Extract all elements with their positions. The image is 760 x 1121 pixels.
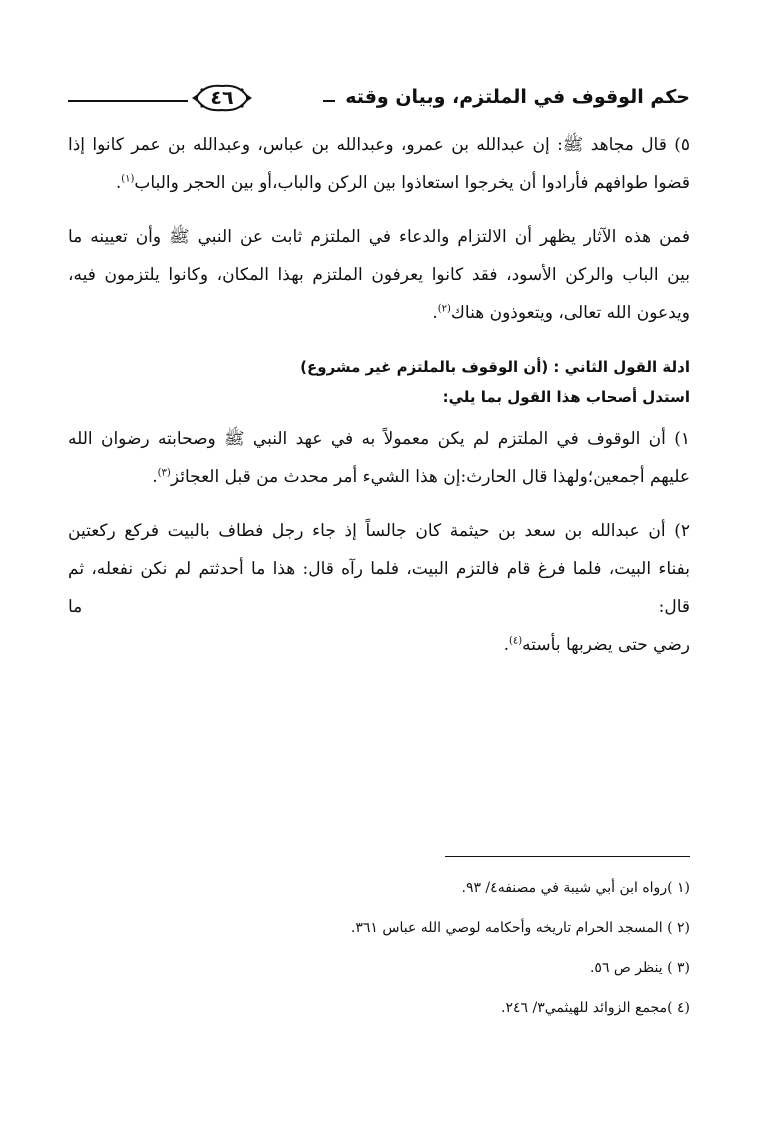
page-number: ٤٦ [210,87,234,109]
text-line: ١) أن الوقوف في الملتزم لم يكن معمولاً به في عهد النبي ﷺ وصحابته رضوان الله [68,429,690,449]
text-run: ويدعون الله تعالى، ويتعوذون هناك [450,303,690,323]
footnote-item: (١ )رواه ابن أبي شيبة في مصنفه٤/ ٩٣. [461,880,690,896]
footnote-item: (٢ ) المسجد الحرام تاريخه وأحكامه لوصي الله عباس ٣٦١. [350,920,690,936]
paragraph-5 [68,126,690,202]
text-line: بفناء البيت، فلما فرغ قام فالتزم البيت، فلما رآه قال: هذا ما أحدثتم لم نكن نفعله، ثم قال: ما [68,559,690,617]
footnote-ref: (٣) [157,467,171,479]
evidence-1 [68,420,690,496]
text-run: عليهم أجمعين؛ولهذا قال الحارث:إن هذا الشيء أمر محدث من قبل العجائز [170,467,690,487]
text-line: رضي حتى يضربها بأسته$^{(٤)}$. [503,635,690,655]
footnote-ref: (١) [121,173,135,185]
heading-evidence: ادلة القول الثاني : (أن الوقوف بالملتزم غير مشروع) [300,358,690,376]
header-title: حكم الوقوف في الملتزم، وبيان وقته [345,86,690,108]
page-number-ornament [190,78,254,118]
footnote-divider [445,856,690,857]
text-line: ويدعون الله تعالى، ويتعوذون هناك$^{(٢)}$. [432,303,690,323]
footnote-ref: (٢) [437,303,451,315]
footnote-ref: (٤) [508,635,523,647]
text-line: عليهم أجمعين؛ولهذا قال الحارث:إن هذا الشيء أمر محدث من قبل العجائز$^{(٣)}$. [152,467,690,487]
text-line: بين الباب والركن الأسود، فقد كانوا يعرفون الملتزم بهذا المكان، وكانوا يلتزمون فيه، [68,265,690,285]
text-line: ٥) قال مجاهد ﷺ: إن عبدالله بن عمرو، وعبدالله بن عباس، وعبدالله بن عمر كانوا إذا [68,135,690,155]
running-header [68,78,690,118]
section-heading [68,352,690,412]
text-run: رضي حتى يضربها بأسته [522,635,690,655]
header-rule-mid [323,100,335,102]
text-run: قضوا طوافهم فأرادوا أن يخرجوا استعاذوا بين الركن والباب،أو بين الحجر والباب [134,173,690,193]
evidence-2 [68,512,690,664]
footnote-item: (٣ ) ينظر ص ٥٦. [589,960,690,976]
text-line: ٢) أن عبدالله بن سعد بن حيثمة كان جالساً إذ جاء رجل فطاف بالبيت فركع ركعتين [68,521,690,541]
summary-paragraph [68,218,690,332]
footnote-item: (٤ )مجمع الزوائد للهيثمي٣/ ٢٤٦. [501,1000,690,1016]
header-rule-left [68,100,188,102]
text-line: قضوا طوافهم فأرادوا أن يخرجوا استعاذوا بين الركن والباب،أو بين الحجر والباب$^{(١)}$. [115,173,690,193]
text-line: فمن هذه الآثار يظهر أن الالتزام والدعاء في الملتزم ثابت عن النبي ﷺ وأن تعيينه ما [68,227,690,247]
heading-inference: استدل أصحاب هذا القول بما يلي: [442,388,690,406]
footnotes [68,868,690,1028]
